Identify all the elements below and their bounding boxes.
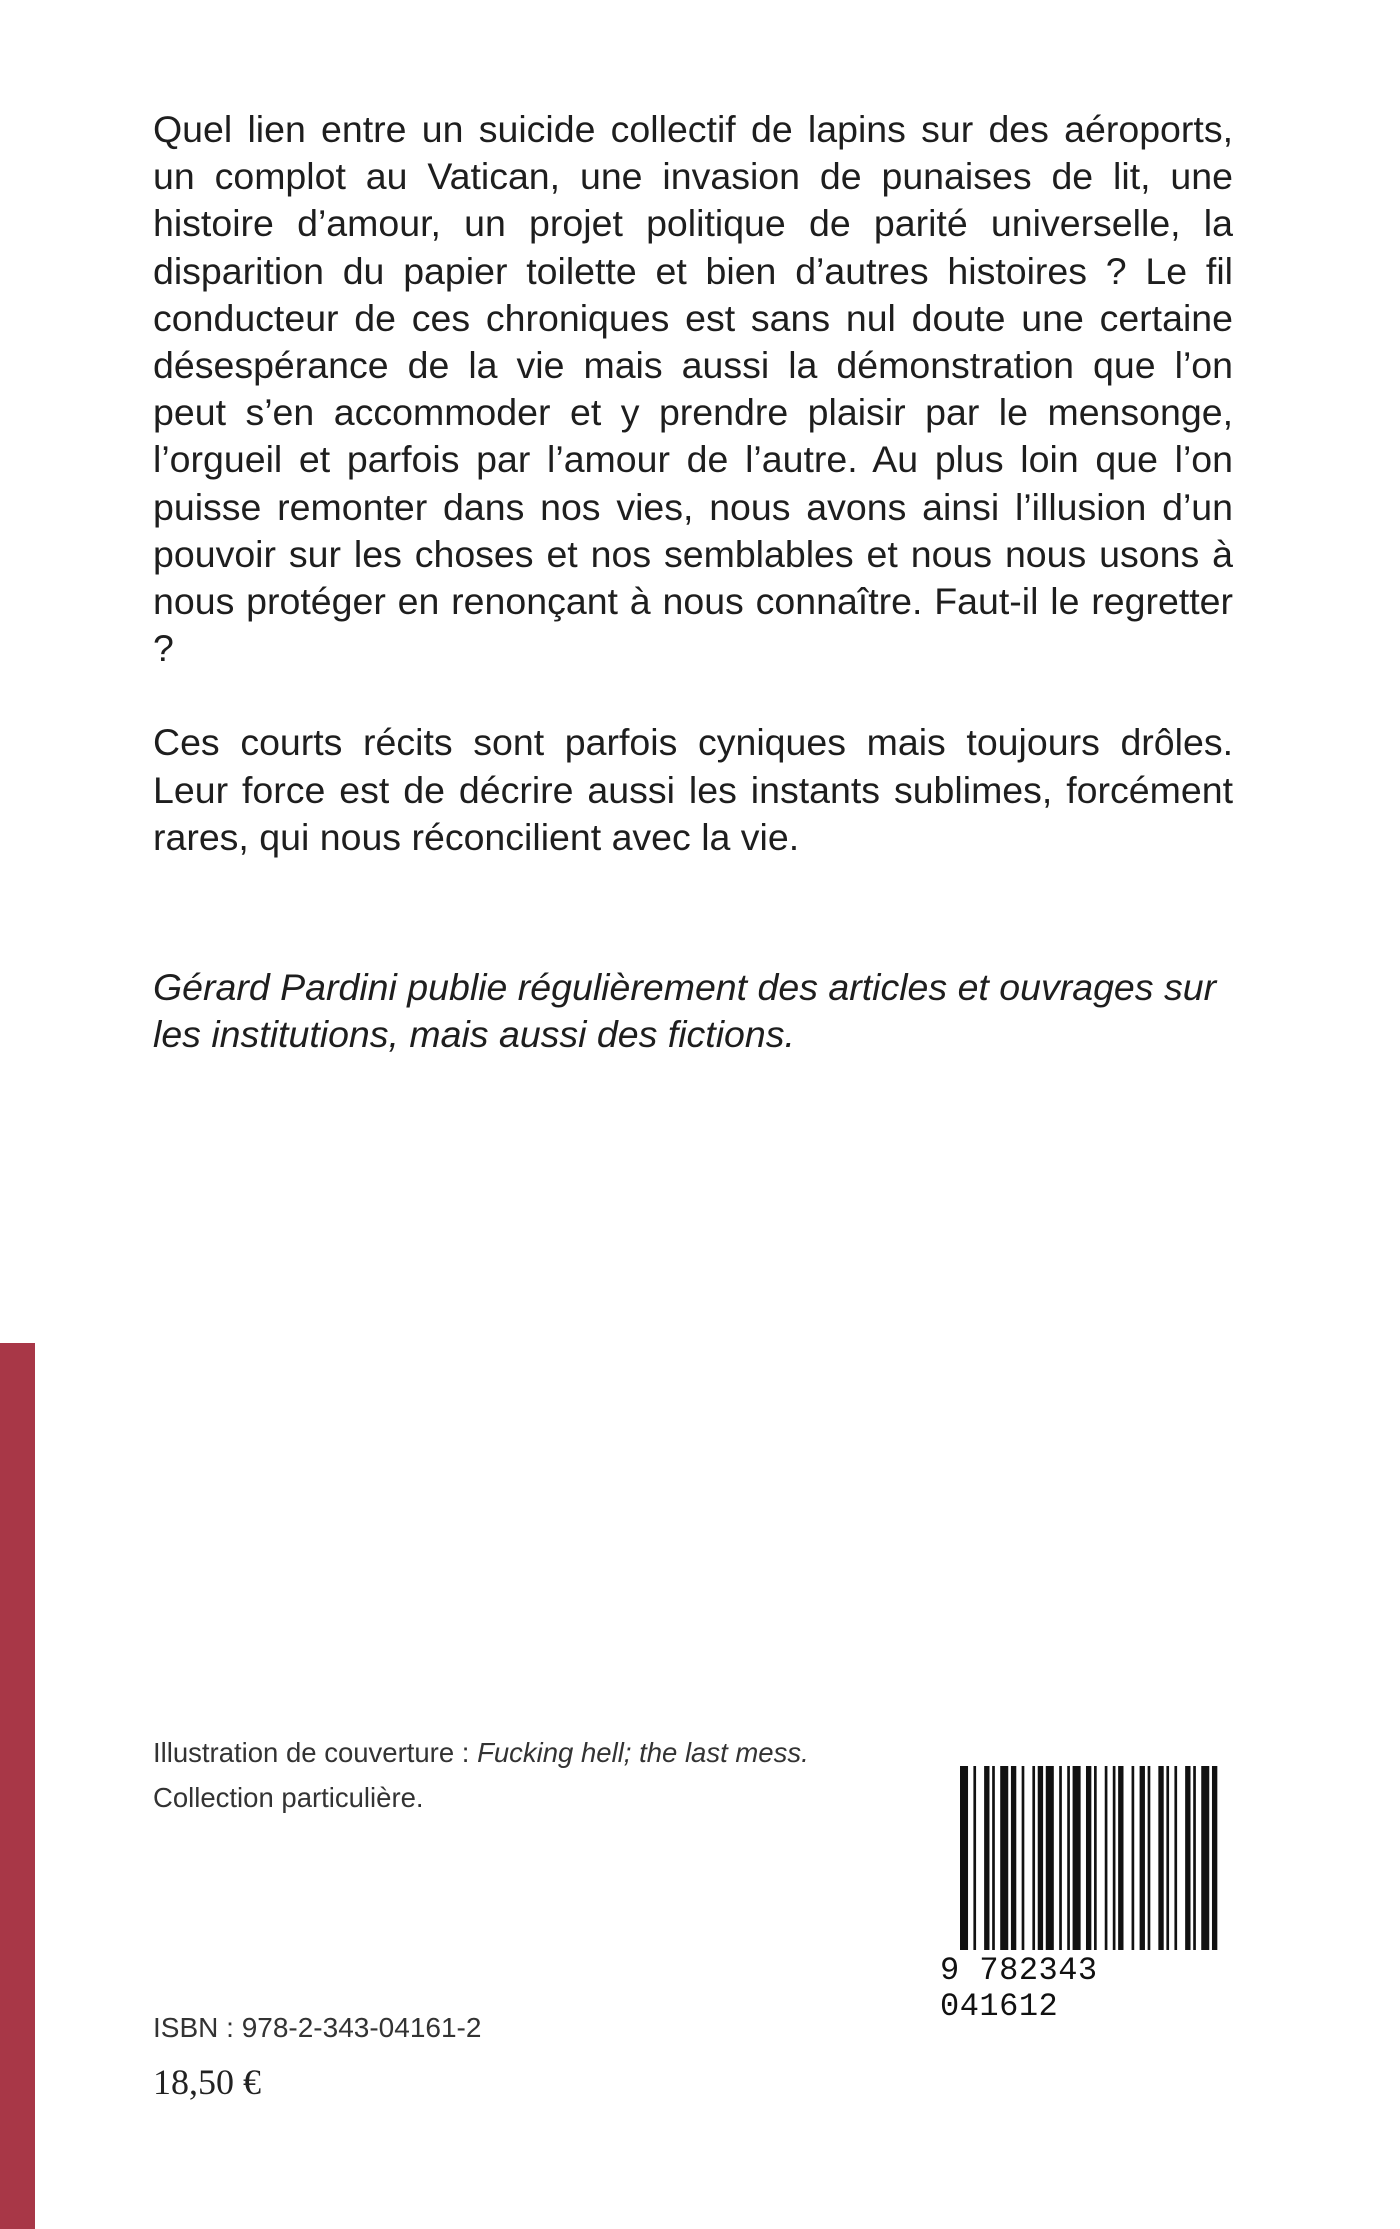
- barcode-bar: [1011, 1766, 1016, 1950]
- barcode-bar: [1140, 1766, 1145, 1950]
- isbn: ISBN : 978-2-343-04161-2: [153, 2012, 482, 2043]
- barcode-bar: [992, 1766, 995, 1950]
- barcode-bar: [984, 1766, 989, 1950]
- barcode-bar: [1132, 1766, 1135, 1950]
- illustration-credit: [153, 1730, 809, 1775]
- author-name: Gérard Pardini: [153, 966, 397, 1008]
- barcode-bar: [1174, 1766, 1177, 1950]
- illustration-title: Fucking hell; the last mess.: [477, 1737, 809, 1768]
- barcode-bar: [1166, 1766, 1169, 1950]
- barcode-bar: [1073, 1766, 1081, 1950]
- barcode-bar: [1032, 1766, 1035, 1950]
- barcode-bar: [1105, 1766, 1108, 1950]
- collection-note: Collection particulière.: [153, 1782, 424, 1813]
- price: 18,50 €: [153, 2062, 261, 2102]
- author-bio: publie régulièrement des articles et ouvrages sur les institutions, mais aussi des fictions.: [153, 966, 1217, 1056]
- barcode-bar: [1067, 1766, 1070, 1950]
- blurb: [153, 106, 1233, 861]
- barcode-bar: [1158, 1766, 1163, 1950]
- barcode-bar: [1212, 1766, 1217, 1950]
- blurb-paragraph-2: Ces courts récits sont parfois cyniques mais toujours drôles. Leur force est de décrire aussi les instants sublimes, forcément rares, qui nous réconcilient avec la vie.: [153, 721, 1233, 858]
- barcode-bar: [1185, 1766, 1190, 1950]
- barcode-bar: [1046, 1766, 1054, 1950]
- barcode-bar: [1118, 1766, 1123, 1950]
- author-note: [153, 964, 1233, 1058]
- barcode-bar: [960, 1766, 968, 1950]
- accent-bar: [0, 1343, 35, 2229]
- barcode-icon: [960, 1766, 1220, 1950]
- barcode-bar: [1193, 1766, 1196, 1950]
- barcode-bar: [1086, 1766, 1091, 1950]
- barcode-bar: [1201, 1766, 1209, 1950]
- barcode-bar: [1000, 1766, 1008, 1950]
- blurb-paragraph-1: Quel lien entre un suicide collectif de lapins sur des aéroports, un complot au Vatican, une invasion de punaises de lit, une histoire d’amour, un projet politique de parité universelle, la disparition du papier toilette et bien d’autres histoires ? Le fil conducteur de ces chroniques est sans nul doute une certaine désespérance de la vie mais aussi la démonstration que l’on peut s’en accommoder et y prendre plaisir par le mensonge, l’orgueil et parfois par l’amour de l’autre. Au plus loin que l’on puisse remonter dans nos vies, nous avons ainsi l’illusion d’un pouvoir sur les choses et nos semblables et nous nous usons à nous protéger en renonçant à nous connaître. Faut-il le regretter ?: [153, 108, 1233, 670]
- barcode-bar: [1059, 1766, 1062, 1950]
- barcode-digits: 9 782343 041612: [940, 1952, 1098, 2025]
- barcode-bar: [973, 1766, 976, 1950]
- barcode-bar: [1094, 1766, 1097, 1950]
- barcode-bar: [1022, 1766, 1025, 1950]
- barcode-bar: [1113, 1766, 1116, 1950]
- cover-credit: [153, 1730, 809, 1820]
- barcode-bar: [1038, 1766, 1043, 1950]
- barcode-bar: [1148, 1766, 1151, 1950]
- illustration-label: Illustration de couverture :: [153, 1737, 478, 1768]
